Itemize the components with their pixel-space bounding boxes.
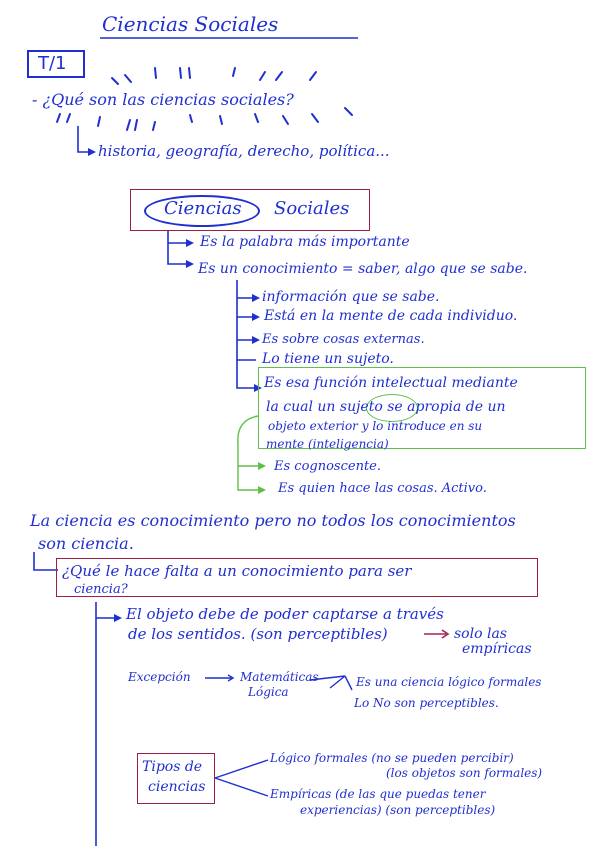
exception-label: Excepción	[128, 670, 191, 684]
sujeto-cognoscente: Es cognoscente.	[274, 459, 381, 474]
definition-line-3: objeto exterior y lo introduce en su	[268, 419, 483, 433]
sub-informacion: información que se sabe.	[262, 289, 440, 305]
requirement-line-1: El objeto debe de poder captarse a través	[126, 605, 444, 623]
definition-line-4: mente (inteligencia)	[266, 437, 389, 451]
requirement-line-2: de los sentidos. (son perceptibles)	[128, 625, 388, 643]
sub-mente: Está en la mente de cada individuo.	[264, 308, 518, 324]
statement-line-2: son ciencia.	[38, 534, 134, 553]
sub-sujeto: Lo tiene un sujeto.	[262, 351, 394, 367]
definition-line-2: la cual un sujeto se apropia de un	[266, 399, 506, 415]
topic-tag: T/1	[38, 53, 67, 74]
type-empirica-1: Empíricas (de las que puedas tener	[270, 787, 486, 801]
sub-externas: Es sobre cosas externas.	[262, 332, 425, 347]
point-conocimiento: Es un conocimiento = saber, algo que se sabe.	[198, 261, 528, 277]
type-logico-2: (los objetos son formales)	[386, 766, 543, 780]
only-empirical-2: empíricas	[462, 641, 532, 657]
only-empirical-1: solo las	[454, 626, 507, 642]
page-title: Ciencias Sociales	[102, 12, 279, 36]
type-logico-1: Lógico formales (no se pueden percibir)	[270, 751, 514, 765]
main-question: - ¿Qué son las ciencias sociales?	[32, 90, 294, 109]
types-label-1: Tipos de	[142, 759, 203, 775]
statement-line-1: La ciencia es conocimiento pero no todos los conocimientos	[30, 511, 516, 530]
question2-line-1: ¿Qué le hace falta a un conocimiento para ser	[62, 562, 412, 580]
question2-line-2: ciencia?	[74, 582, 128, 597]
exception-note-2: Lo No son perceptibles.	[354, 696, 499, 710]
exception-logica: Lógica	[248, 685, 289, 699]
concept-title-ciencias: Ciencias	[164, 198, 242, 219]
exception-note-1: Es una ciencia lógico formales	[356, 675, 542, 689]
types-label-2: ciencias	[148, 779, 206, 795]
examples-list: historia, geografía, derecho, política...	[98, 142, 390, 160]
concept-title-sociales: Sociales	[274, 198, 350, 219]
definition-line-1: Es esa función intelectual mediante	[264, 375, 518, 391]
point-palabra: Es la palabra más importante	[200, 234, 410, 250]
type-empirica-2: experiencias) (son perceptibles)	[300, 803, 496, 817]
exception-matematicas: Matemáticas	[240, 670, 319, 684]
sujeto-activo: Es quien hace las cosas. Activo.	[278, 481, 487, 496]
topic-tag-box	[27, 50, 85, 78]
